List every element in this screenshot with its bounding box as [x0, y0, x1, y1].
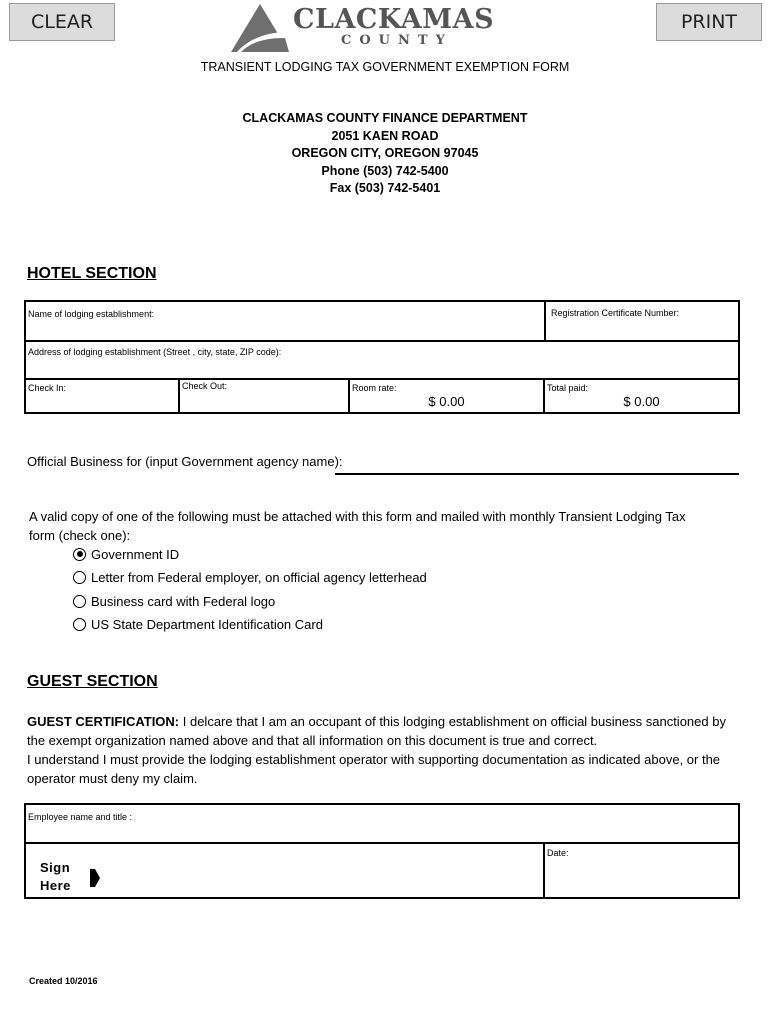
total-paid-value: $ 0.00 — [623, 394, 660, 409]
form-title: TRANSIENT LODGING TAX GOVERNMENT EXEMPTION FORM — [200, 60, 570, 74]
department-street: 2051 KAEN ROAD — [331, 128, 439, 143]
address-field[interactable] — [26, 344, 738, 378]
option-state-dept-card[interactable] — [73, 615, 323, 633]
option-business-card[interactable] — [73, 592, 275, 610]
option-government-id[interactable] — [73, 545, 179, 563]
check-out-label: Check Out: — [182, 381, 228, 391]
sign-line-2: Here — [40, 878, 71, 893]
attachment-instructions: A valid copy of one of the following must be attached with this form and mailed with monthly Transient Lodging Tax form (check one): — [29, 509, 686, 543]
created-date: Created 10/2016 — [29, 976, 98, 986]
guest-table — [24, 803, 740, 899]
radio-empty-icon[interactable] — [73, 571, 86, 584]
certification-text: I delcare that I am an occupant of this lodging establishment on official business sanctioned by the exempt organization named above and that all information on this document is true and correct. — [27, 714, 726, 748]
certification-text-2: I understand I must provide the lodging establishment operator with supporting documentation as indicated above, or the operator must deny my claim. — [27, 752, 721, 786]
check-out-field[interactable] — [180, 378, 348, 410]
lodging-name-field[interactable] — [26, 306, 544, 340]
logo-name: CLACKAMAS — [293, 4, 495, 35]
certification-label: GUEST CERTIFICATION: — [27, 714, 180, 729]
official-business-label: Official Business for (input Government agency name): — [27, 454, 343, 469]
sign-line-1: Sign — [40, 860, 71, 875]
date-label: Date: — [547, 848, 569, 858]
address-label: Address of lodging establishment (Street , city, state, ZIP code): — [28, 347, 282, 357]
mountain-logo-icon — [229, 2, 291, 54]
guest-certification — [27, 712, 727, 788]
department-address — [0, 110, 770, 198]
hotel-table — [24, 300, 740, 414]
radio-empty-icon[interactable] — [73, 595, 86, 608]
logo-sub: COUNTY — [341, 33, 453, 48]
room-rate-value: $ 0.00 — [428, 394, 465, 409]
guest-section-heading: GUEST SECTION — [27, 673, 158, 690]
department-name: CLACKAMAS COUNTY FINANCE DEPARTMENT — [242, 111, 528, 125]
department-fax: Fax (503) 742-5401 — [329, 181, 441, 195]
check-in-label: Check In: — [28, 383, 67, 393]
department-phone: Phone (503) 742-5400 — [321, 163, 449, 178]
clear-button[interactable]: CLEAR — [9, 3, 115, 41]
option-federal-letter[interactable] — [73, 568, 427, 586]
room-rate-label: Room rate: — [352, 383, 397, 393]
lodging-name-label: Name of lodging establishment: — [28, 309, 155, 319]
option-label: Business card with Federal logo — [91, 593, 276, 609]
signature-field[interactable] — [116, 845, 541, 897]
check-in-field[interactable] — [26, 380, 178, 412]
radio-empty-icon[interactable] — [73, 618, 86, 631]
sign-here-label — [40, 859, 71, 895]
employee-label: Employee name and title : — [28, 812, 133, 822]
department-city: OREGON CITY, OREGON 97045 — [291, 146, 479, 160]
date-field[interactable] — [545, 845, 738, 897]
hotel-section-heading: HOTEL SECTION — [27, 265, 157, 282]
option-label: US State Department Identification Card — [91, 616, 323, 632]
registration-number-field[interactable] — [549, 305, 738, 339]
radio-selected-icon[interactable] — [73, 548, 86, 561]
print-button[interactable]: PRINT — [656, 3, 762, 41]
employee-name-field[interactable] — [26, 809, 738, 842]
sign-arrow-icon — [89, 868, 101, 888]
official-business-input[interactable] — [335, 473, 739, 475]
registration-label: Registration Certificate Number: — [551, 308, 680, 318]
option-label: Government ID — [91, 546, 180, 562]
option-label: Letter from Federal employer, on official agency letterhead — [91, 569, 427, 585]
county-logo — [229, 2, 519, 54]
total-paid-label: Total paid: — [547, 383, 589, 393]
